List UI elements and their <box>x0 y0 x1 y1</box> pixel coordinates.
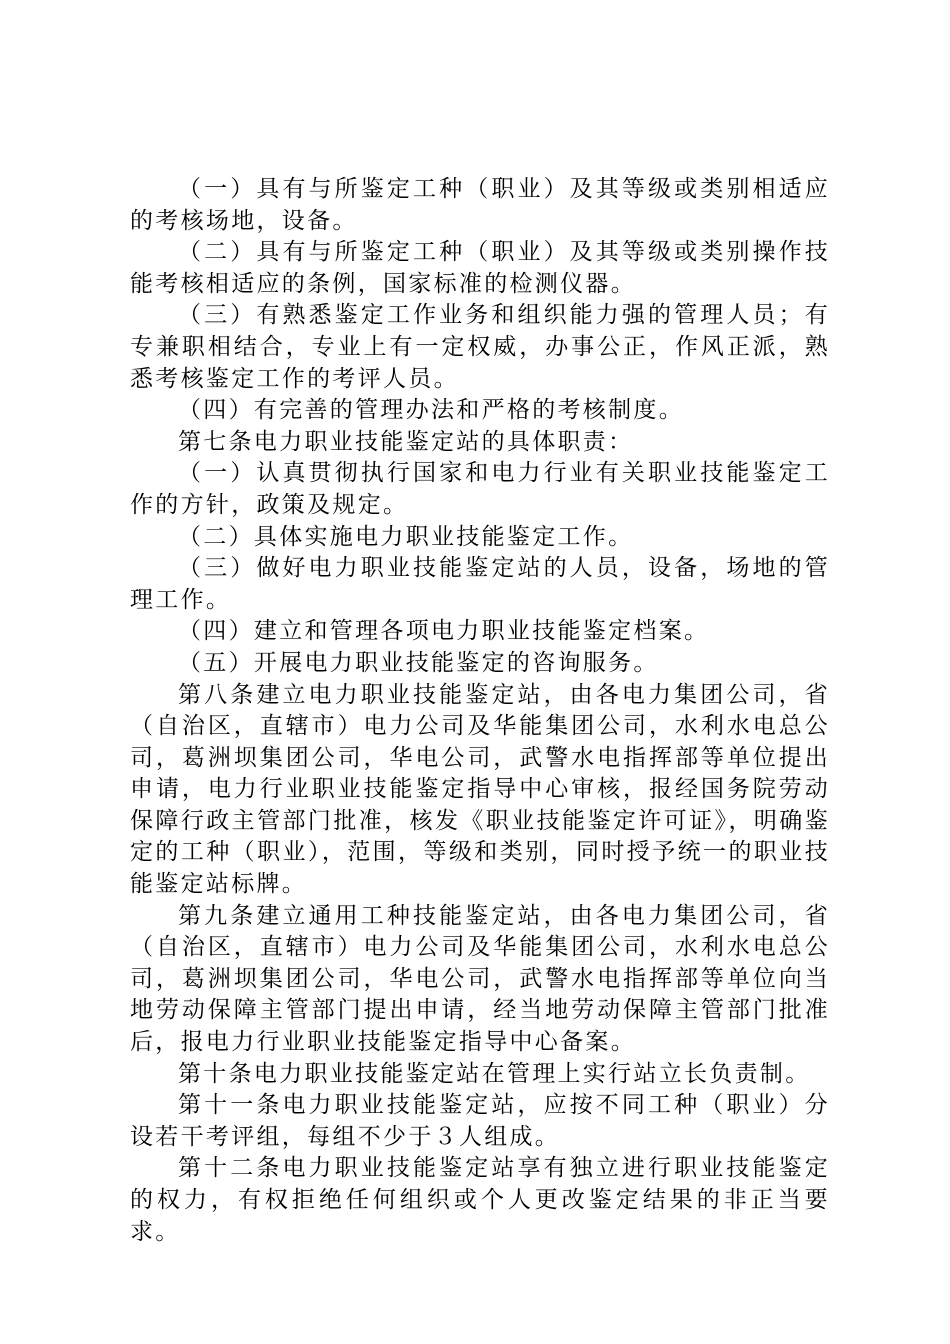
paragraph-duty-2: （二）具体实施电力职业技能鉴定工作。 <box>178 523 634 550</box>
paragraph-article-10: 第十条电力职业技能鉴定站在管理上实行站立长负责制。 <box>178 1060 811 1087</box>
paragraph-article-12: 第十二条电力职业技能鉴定站享有独立进行职业技能鉴定的权力，有权拒绝任何组织或个人更改鉴定结果的非正当要求。 <box>130 1155 830 1245</box>
paragraph-duty-5: （五）开展电力职业技能鉴定的咨询服务。 <box>178 649 659 676</box>
paragraph-article-7: 第七条电力职业技能鉴定站的具体职责： <box>178 428 634 455</box>
paragraph-requirement-3: （三）有熟悉鉴定工作业务和组织能力强的管理人员；有专兼职相结合，专业上有一定权威，办事公正，作风正派，熟悉考核鉴定工作的考评人员。 <box>130 302 830 392</box>
paragraph-duty-1: （一）认真贯彻执行国家和电力行业有关职业技能鉴定工作的方针，政策及规定。 <box>130 460 830 518</box>
paragraph-duty-3: （三）做好电力职业技能鉴定站的人员，设备，场地的管理工作。 <box>130 555 830 613</box>
paragraph-article-9: 第九条建立通用工种技能鉴定站，由各电力集团公司，省（自治区，直辖市）电力公司及华能集团公司，水利水电总公司，葛洲坝集团公司，华电公司，武警水电指挥部等单位向当地劳动保障主管部门提出申请，经当地劳动保障主管部门批准后，报电力行业职业技能鉴定指导中心备案。 <box>130 902 830 1056</box>
paragraph-requirement-1: （一）具有与所鉴定工种（职业）及其等级或类别相适应的考核场地，设备。 <box>130 176 830 234</box>
paragraph-article-8: 第八条建立电力职业技能鉴定站，由各电力集团公司，省（自治区，直辖市）电力公司及华能集团公司，水利水电总公司，葛洲坝集团公司，华电公司，武警水电指挥部等单位提出申请，电力行业职业技能鉴定指导中心审核，报经国务院劳动保障行政主管部门批准，核发《职业技能鉴定许可证》，明确鉴定的工种（职业），范围，等级和类别，同时授予统一的职业技能鉴定站标牌。 <box>130 681 830 898</box>
paragraph-duty-4: （四）建立和管理各项电力职业技能鉴定档案。 <box>178 618 710 645</box>
paragraph-requirement-2: （二）具有与所鉴定工种（职业）及其等级或类别操作技能考核相适应的条例，国家标准的检测仪器。 <box>130 239 830 297</box>
paragraph-requirement-4: （四）有完善的管理办法和严格的考核制度。 <box>178 397 684 424</box>
document-body <box>130 174 830 1248</box>
paragraph-article-11: 第十一条电力职业技能鉴定站，应按不同工种（职业）分设若干考评组，每组不少于３人组成。 <box>130 1092 830 1150</box>
